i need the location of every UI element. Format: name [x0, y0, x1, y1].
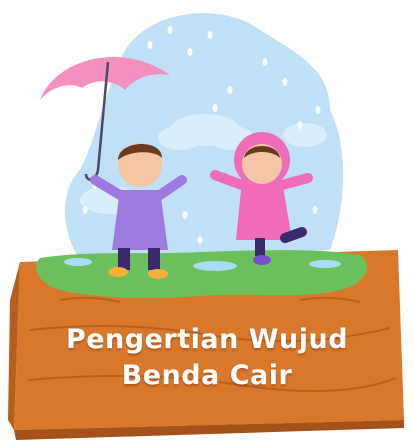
- title-line-2: Benda Cair: [121, 360, 293, 391]
- title-line-1: Pengertian Wujud: [65, 324, 349, 355]
- title: [0, 322, 414, 394]
- grass-patch: [36, 250, 367, 298]
